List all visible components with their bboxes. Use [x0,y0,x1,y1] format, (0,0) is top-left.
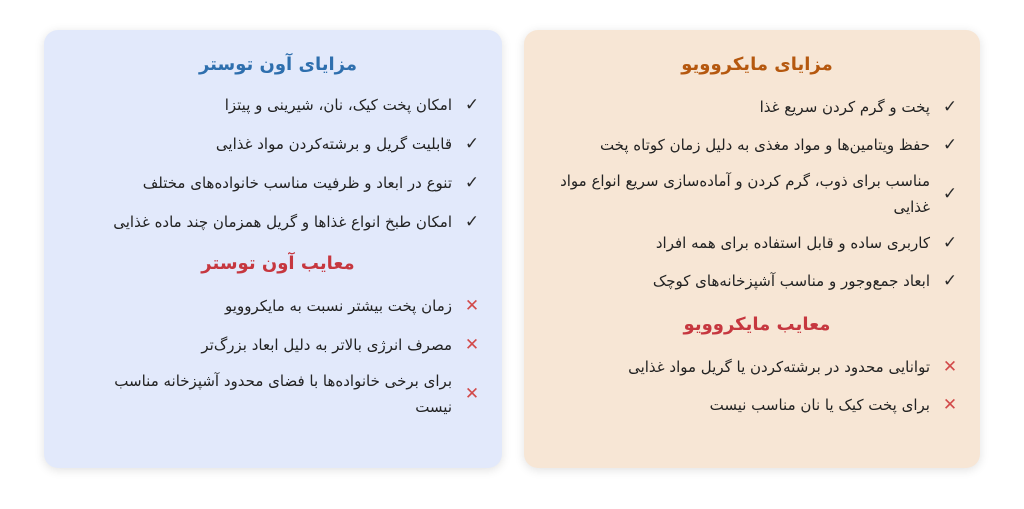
cross-icon: ✕ [942,395,958,415]
check-icon: ✓ [942,233,958,253]
list-item-text: زمان پخت بیشتر نسبت به مایکروویو [225,297,452,315]
microwave-cons-list [554,354,960,418]
list-item [74,131,482,157]
cross-icon: ✕ [464,384,480,404]
list-item [554,354,960,380]
toaster-pros-list [74,92,482,235]
list-item-text: کاربری ساده و قابل استفاده برای همه افراد [655,234,930,252]
toaster-card [44,30,502,468]
list-item-text: مصرف انرژی بالاتر به دلیل ابعاد بزرگ‌تر [201,336,452,354]
cross-icon: ✕ [464,335,480,355]
list-item-text: قابلیت گریل و برشته‌کردن مواد غذایی [215,135,452,153]
microwave-card [524,30,980,468]
list-item-text: مناسب برای ذوب، گرم کردن و آماده‌سازی سریع انواع مواد غذایی [560,172,930,216]
check-icon: ✓ [464,95,480,115]
list-item [74,332,482,358]
list-item [74,368,482,420]
list-item [74,209,482,235]
check-icon: ✓ [942,135,958,155]
toaster-cons-title: معایب آون توستر [201,253,355,274]
microwave-pros-list [554,94,960,294]
cross-icon: ✕ [464,296,480,316]
list-item [74,92,482,118]
microwave-pros-title: مزایای مایکروویو [681,54,833,75]
check-icon: ✓ [942,271,958,291]
list-item-text: ابعاد جمع‌وجور و مناسب آشپزخانه‌های کوچک [652,272,930,290]
toaster-cons-list [74,293,482,420]
list-item-text: امکان پخت کیک، نان، شیرینی و پیتزا [224,96,452,114]
list-item-text: تنوع در ابعاد و ظرفیت مناسب خانواده‌های مختلف [142,174,452,192]
check-icon: ✓ [942,97,958,117]
check-icon: ✓ [464,212,480,232]
check-icon: ✓ [464,134,480,154]
toaster-pros-title: مزایای آون توستر [198,54,358,75]
list-item-text: توانایی محدود در برشته‌کردن یا گریل مواد غذایی [628,358,930,376]
check-icon: ✓ [942,184,958,204]
list-item [554,94,960,120]
list-item-text: حفظ ویتامین‌ها و مواد مغذی به دلیل زمان کوتاه پخت [599,136,930,154]
list-item-text: برای برخی خانواده‌ها با فضای محدود آشپزخانه مناسب نیست [114,372,452,416]
list-item [554,168,960,220]
list-item [554,392,960,418]
check-icon: ✓ [464,173,480,193]
list-item [74,293,482,319]
list-item-text: پخت و گرم کردن سریع غذا [759,98,930,116]
cross-icon: ✕ [942,357,958,377]
list-item [554,230,960,256]
microwave-cons-title: معایب مایکروویو [683,314,831,335]
list-item-text: امکان طبخ انواع غذاها و گریل همزمان چند ماده غذایی [113,213,452,231]
list-item [554,268,960,294]
list-item [74,170,482,196]
list-item [554,132,960,158]
list-item-text: برای پخت کیک یا نان مناسب نیست [709,396,930,414]
